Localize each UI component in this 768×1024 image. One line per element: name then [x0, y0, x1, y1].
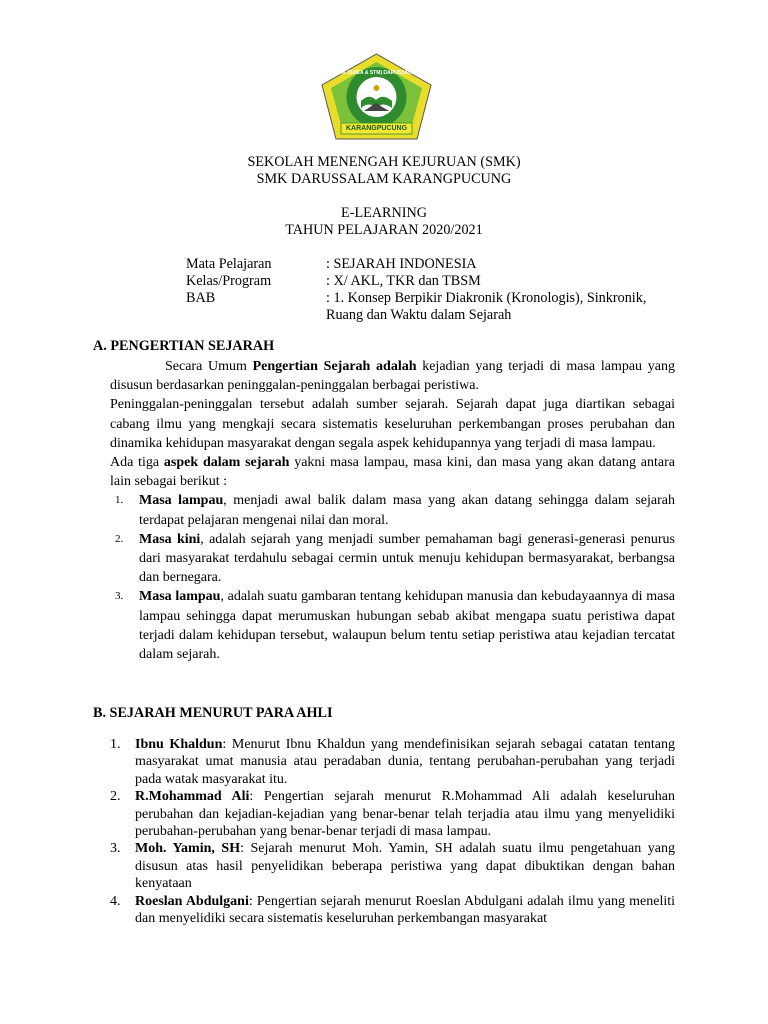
- meta-row: [186, 256, 686, 273]
- list-number: 3.: [115, 590, 124, 603]
- bold-term: Masa kini: [139, 531, 201, 547]
- meta-key: BAB: [186, 290, 216, 306]
- bold-term: Roeslan Abdulgani: [135, 893, 249, 909]
- header-line-3: E-LEARNING: [341, 205, 427, 221]
- header-line-2: SMK DARUSSALAM KARANGPUCUNG: [256, 171, 512, 187]
- list-item: [93, 788, 675, 840]
- bold-term: Moh. Yamin, SH: [135, 841, 241, 857]
- list-number: 2.: [110, 789, 121, 805]
- bold-term: Masa lampau: [139, 589, 221, 605]
- header-line-1: SEKOLAH MENENGAH KEJURUAN (SMK): [247, 154, 521, 170]
- list-item: [93, 893, 675, 928]
- text: : Pengertian sejarah menurut R.Mohammad Ali adalah keseluruhan perubahan dan kejadian-kejadian yang benar-benar telah terjadia atau ilmu yang menyelidiki perubahan-perubahan yang benar-benar terjadi di masa lampau.: [135, 789, 676, 840]
- text: kejadian yang terjadi di masa lampau yang disusun berdasarkan peninggalan-peninggalan berbagai peristiwa.: [110, 359, 675, 394]
- section-b-title: B. SEJARAH MENURUT PARA AHLI: [93, 705, 333, 721]
- paragraph: Peninggalan-peninggalan tersebut adalah sumber sejarah. Sejarah dapat juga diartikan sebagai cabang ilmu yang mengkaji secara sistematis keseluruhan perkembangan proses perubahan dan dinamika kehidupan masyarakat dengan segala aspek kehidupannya yang terjadi di masa lampau.: [110, 397, 675, 451]
- bold-term: Ibnu Khaldun: [135, 737, 223, 752]
- meta-value: : X/ AKL, TKR dan TBSM: [326, 273, 481, 289]
- text: : Pengertian sejarah menurut Roeslan Abdulgani adalah ilmu yang meneliti dan menyelidiki secara sistematis keseluruhan perkembangan masyarakat: [135, 893, 676, 927]
- meta-row: [186, 290, 686, 324]
- meta-value: : 1. Konsep Berpikir Diakronik (Kronologis), Sinkronik, Ruang dan Waktu dalam Sejarah: [326, 290, 647, 323]
- section-a-title: A. PENGERTIAN SEJARAH: [93, 338, 275, 354]
- experts-list: [93, 736, 675, 927]
- list-number: 3.: [110, 841, 121, 857]
- section-b: [93, 705, 675, 927]
- logo-bottom-text: KARANGPUCUNG: [345, 125, 408, 132]
- bold-term: Masa lampau: [139, 493, 224, 509]
- aspect-list: [93, 491, 675, 664]
- text: Ada tiga: [110, 455, 164, 471]
- list-item: [93, 840, 675, 892]
- paragraph: [110, 357, 675, 395]
- elearning-header: [0, 205, 768, 239]
- text: : Sejarah menurut Moh. Yamin, SH adalah suatu ilmu pengetahuan yang disusun atas hasil penyelidikan beberapa peristiwa yang dapat dibuktikan dengan bahan kenyataan: [135, 841, 675, 892]
- bold-term: aspek dalam sejarah: [163, 455, 290, 471]
- list-number: 4.: [110, 893, 121, 909]
- meta-value: : SEJARAH INDONESIA: [326, 256, 477, 272]
- bold-term: R.Mohammad Ali: [135, 789, 250, 805]
- text: , adalah sejarah yang menjadi sumber pemahaman bagi generasi-generasi penurus dari masyarakat terdahulu sebagai cermin untuk menuju kehidupan bermasyarakat, berbangsa dan bernegara.: [139, 531, 675, 586]
- text: : Menurut Ibnu Khaldun yang mendefinisikan sejarah sebagai catatan tentang masyarakat umat manusia atau peradaban dunia, tentang perubahan-perubahan yang terjadi pada watak masyarakat itu.: [135, 737, 676, 787]
- section-a: [93, 338, 675, 664]
- list-item: [93, 491, 675, 529]
- meta-row: [186, 273, 686, 290]
- list-number: 1.: [110, 737, 121, 752]
- logo-top-text: SMK (SMEA & STM) DARUSSALAM: [335, 70, 419, 76]
- meta-key: Kelas/Program: [186, 273, 272, 289]
- list-item: [93, 736, 675, 788]
- lesson-meta: [186, 256, 686, 324]
- list-number: 1.: [115, 494, 124, 507]
- header-line-4: TAHUN PELAJARAN 2020/2021: [285, 222, 483, 238]
- paragraph: [110, 453, 675, 491]
- meta-key: Mata Pelajaran: [186, 256, 272, 272]
- text: yakni masa lampau, masa kini, dan masa yang akan datang antara lain sebagai berikut :: [110, 455, 675, 490]
- text: Secara Umum: [165, 359, 253, 374]
- bold-term: Pengertian Sejarah adalah: [252, 359, 417, 374]
- text: , adalah suatu gambaran tentang kehidupan manusia dan kebudayaannya di masa lampau sehingga dapat merumuskan hubungan sebab akibat mengapa suatu peristiwa dapat terjadi dalam kehidupan tersebut, walaupun belum tentu setiap peristiwa atau kejadian tercatat dalam sejarah.: [139, 589, 675, 663]
- list-item: [93, 587, 675, 664]
- text: , menjadi awal balik dalam masa yang akan datang sehingga dalam sejarah terdapat pelajaran mengenai nilai dan moral.: [139, 493, 675, 528]
- list-number: 2.: [115, 532, 124, 545]
- school-header: [0, 154, 768, 188]
- list-item: [93, 530, 675, 588]
